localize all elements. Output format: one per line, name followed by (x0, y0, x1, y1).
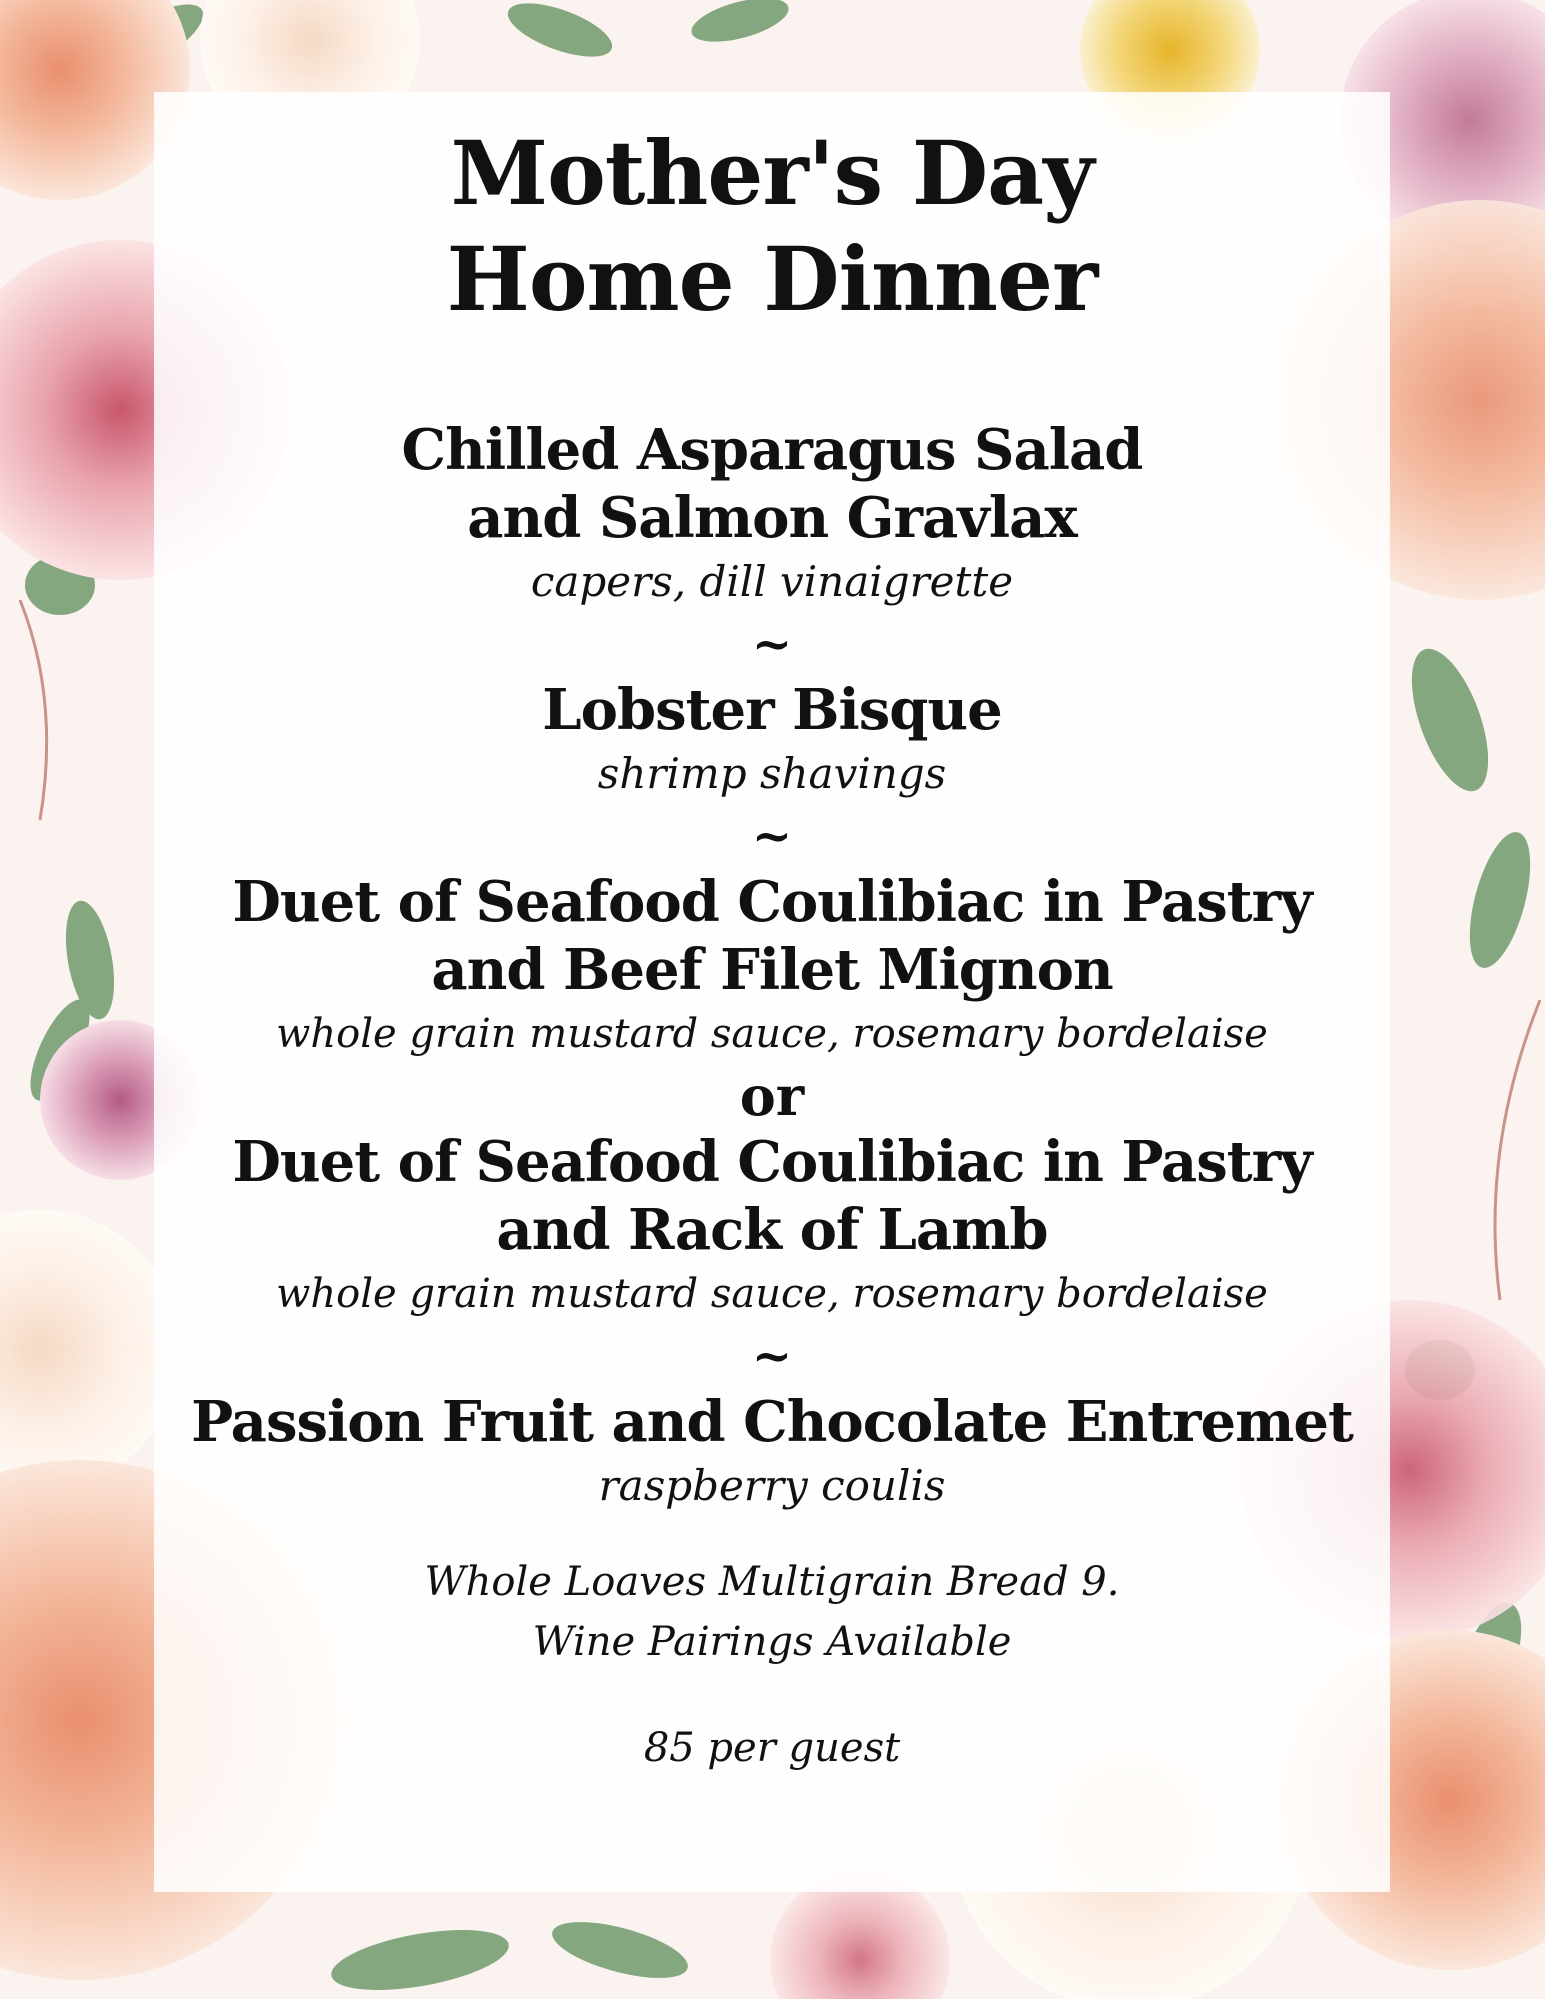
menu-extras (154, 1552, 1390, 1672)
dish-name: Chilled Asparagus Salad (401, 417, 1143, 483)
dish-description: whole grain mustard sauce, rosemary bordelaise (276, 1011, 1268, 1057)
course-separator: ~ (751, 1328, 793, 1384)
title-line: Mother's Day (450, 121, 1094, 225)
or-divider: or (739, 1064, 805, 1128)
course-dessert (154, 1388, 1390, 1516)
dish-name: Duet of Seafood Coulibiac in Pastry (232, 1129, 1312, 1195)
dish-description: raspberry coulis (598, 1461, 946, 1510)
course-separator: ~ (751, 616, 793, 672)
dish-name: Duet of Seafood Coulibiac in Pastry (232, 869, 1312, 935)
title-line: Home Dinner (446, 227, 1098, 331)
dish-description: whole grain mustard sauce, rosemary bordelaise (276, 1271, 1268, 1317)
course-main-option-2 (154, 1128, 1390, 1324)
dish-description: shrimp shavings (597, 749, 947, 798)
price-per-guest: 85 per guest (643, 1725, 901, 1771)
menu-content (154, 120, 1390, 1778)
dish-name: and Salmon Gravlax (467, 485, 1077, 551)
extras-line: Whole Loaves Multigrain Bread 9. (424, 1559, 1120, 1605)
course-appetizer (154, 416, 1390, 612)
dish-name: and Rack of Lamb (496, 1197, 1048, 1263)
dish-name: Passion Fruit and Chocolate Entremet (191, 1389, 1353, 1455)
dish-name: and Beef Filet Mignon (431, 937, 1113, 1003)
course-soup (154, 676, 1390, 804)
menu-title (154, 120, 1390, 332)
dish-description: capers, dill vinaigrette (530, 557, 1014, 606)
course-separator: ~ (751, 808, 793, 864)
extras-line: Wine Pairings Available (532, 1619, 1012, 1665)
dish-name: Lobster Bisque (542, 677, 1002, 743)
course-main-option-1 (154, 868, 1390, 1064)
